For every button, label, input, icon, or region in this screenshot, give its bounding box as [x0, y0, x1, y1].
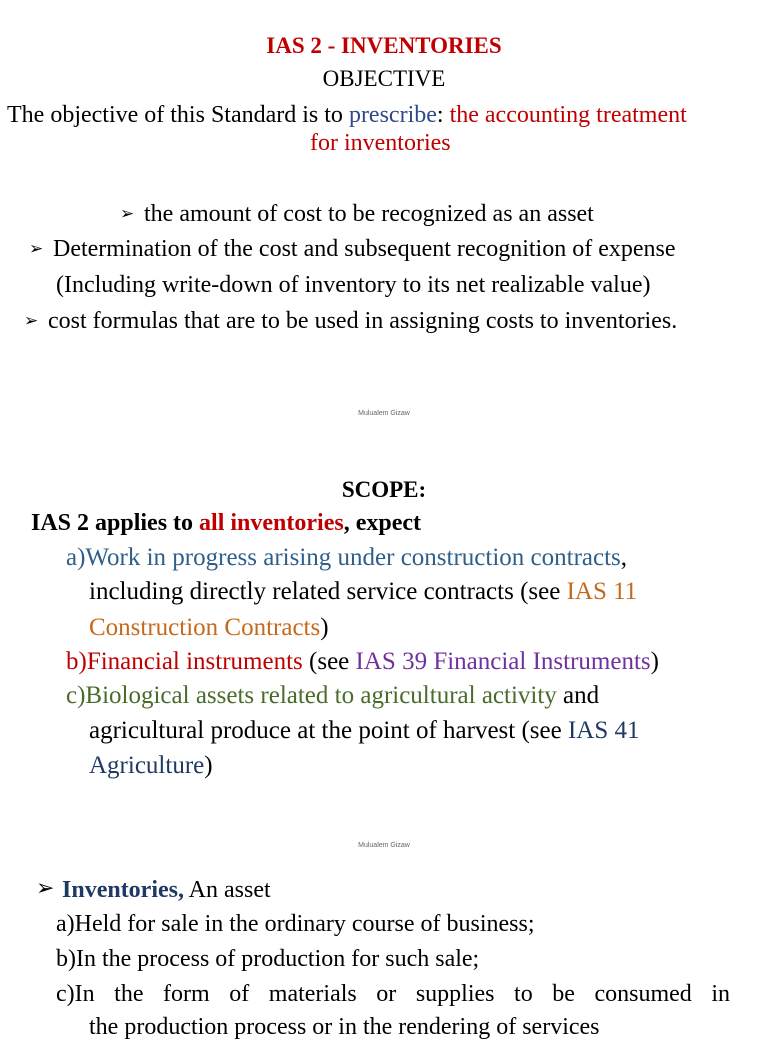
scope-item-a-close: )	[320, 614, 329, 641]
scope-lead-c: , expect	[343, 510, 421, 536]
scope-item-c-text: Biological assets related to agricultural activity	[85, 682, 557, 709]
scope-item-b-ref: IAS 39 Financial Instruments	[355, 648, 651, 675]
slide-footer: Mulualem Gizaw	[358, 842, 410, 849]
slide-title: IAS 2 - INVENTORIES	[266, 33, 502, 58]
scope-item-c-ref2: Agriculture	[89, 752, 205, 779]
slide-subtitle: OBJECTIVE	[322, 66, 446, 91]
bullet-text: Determination of the cost and subsequent recognition of expense	[53, 236, 676, 262]
slide-footer: Mulualem Gizaw	[358, 410, 410, 417]
objective-lead: The objective of this Standard is to	[7, 102, 349, 128]
scope-item-a-ref1: IAS 11	[566, 578, 638, 605]
scope-item-b-see: (see	[302, 648, 356, 675]
bullet-text: the amount of cost to be recognized as an asset	[144, 201, 594, 227]
scope-heading: SCOPE:	[341, 477, 427, 502]
scope-item-c-line2-text: agricultural produce at the point of harvest (see	[89, 717, 568, 744]
scope-item-a-ref2: Construction Contracts	[89, 614, 321, 641]
scope-item-a-line2	[89, 578, 637, 606]
objective-bullet	[24, 308, 677, 335]
objective-rest-2: for inventories	[310, 130, 451, 156]
scope-item-b-close: )	[650, 648, 659, 675]
scope-item-a-line3	[89, 614, 329, 642]
scope-item-c-and: and	[556, 682, 600, 709]
scope-item-c-close: )	[204, 752, 213, 779]
scope-lead-b: all inventories	[199, 510, 344, 536]
objective-bullet	[29, 236, 676, 263]
bullet-text: cost formulas that are to be used in assigning costs to inventories.	[48, 308, 678, 334]
scope-lead-a: IAS 2 applies to	[31, 510, 200, 536]
objective-rest-1: the accounting treatment	[449, 102, 687, 128]
definition-item-continuation: the production process or in the rendering of services	[89, 1014, 600, 1040]
scope-item-b-text: Financial instruments	[86, 648, 303, 675]
objective-line-1	[7, 102, 687, 129]
scope-item-b	[66, 648, 659, 676]
scope-item-a-comma: ,	[620, 544, 628, 571]
objective-bullet-continuation: (Including write-down of inventory to its net realizable value)	[56, 272, 651, 298]
arrow-bullet-icon: ➢	[29, 239, 44, 259]
scope-item-a-line2-text: including directly related service contracts (see	[89, 578, 567, 605]
scope-item-c-label: c)	[66, 682, 86, 709]
scope-item-a	[66, 544, 627, 572]
scope-lead	[31, 510, 421, 537]
arrow-bullet-icon: ➢	[24, 311, 39, 331]
definition-heading	[36, 876, 271, 904]
definition-item: a)Held for sale in the ordinary course of business;	[56, 911, 535, 937]
scope-item-a-text: Work in progress arising under construction contracts	[85, 544, 621, 571]
objective-colon: :	[436, 102, 450, 128]
scope-item-c	[66, 682, 599, 710]
scope-item-c-ref1: IAS 41	[567, 717, 640, 744]
scope-item-b-label: b)	[66, 648, 87, 675]
arrow-bullet-icon: ➢	[120, 204, 135, 224]
objective-bullet	[120, 201, 594, 228]
definition-item: c)In the form of materials or supplies to be consumed in	[56, 981, 730, 1007]
scope-item-a-label: a)	[66, 544, 86, 571]
definition-term: Inventories,	[62, 877, 184, 903]
definition-term-rest: An asset	[184, 877, 271, 903]
scope-item-c-line3	[89, 752, 213, 780]
arrow-bullet-icon: ➢	[36, 876, 55, 901]
objective-verb: prescribe	[348, 102, 437, 128]
scope-item-c-line2	[89, 717, 640, 745]
definition-item: b)In the process of production for such sale;	[56, 946, 480, 972]
